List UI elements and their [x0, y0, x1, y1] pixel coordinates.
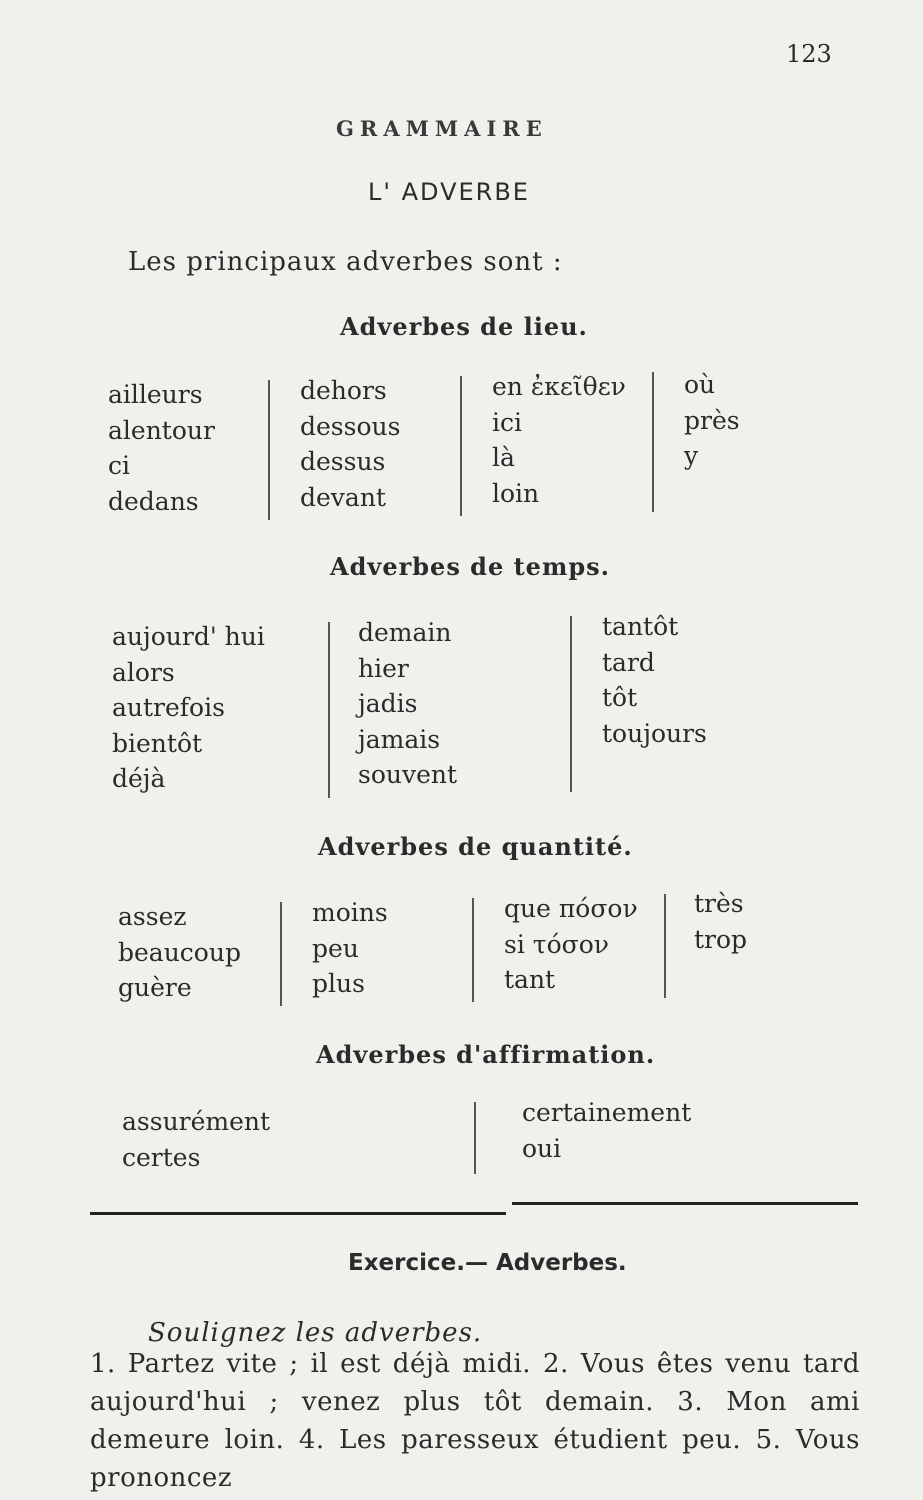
adverb-word: guère: [118, 973, 192, 1002]
adverb-word: alors: [112, 657, 175, 687]
adverb-word: aujourd' hui: [112, 622, 265, 651]
adverb-word: moins: [312, 898, 388, 927]
adverb-word: peu: [312, 933, 359, 963]
adverb-word: beaucoup: [118, 937, 241, 967]
lieu-column-4: [684, 367, 740, 474]
exercise-title: Exercice.— Adverbes.: [348, 1250, 627, 1276]
adverb-word: loin: [492, 478, 540, 508]
adverb-word: oui: [522, 1133, 562, 1163]
quantite-column-4: [694, 886, 747, 957]
lieu-column-2: [300, 373, 400, 515]
adverb-word: plus: [312, 969, 365, 998]
exercise-instruction: Soulignez les adverbes.: [148, 1318, 483, 1348]
column-divider: [652, 372, 654, 512]
adverb-word: ci: [108, 451, 130, 480]
adverb-word: demain: [358, 618, 452, 647]
column-divider: [664, 894, 666, 998]
intro-text: Les principaux adverbes sont :: [128, 247, 563, 277]
adverb-word: dessous: [300, 411, 401, 441]
temps-column-2: [358, 615, 457, 793]
adverb-word: là: [492, 443, 515, 472]
adverb-word: dedans: [108, 486, 199, 516]
adverb-word: y: [684, 441, 699, 470]
separator-rule-left: [90, 1212, 506, 1215]
adverb-word: tant: [504, 965, 556, 994]
separator-rule-right: [512, 1202, 858, 1205]
temps-column-1: [112, 619, 265, 797]
affirmation-column-2: [522, 1095, 691, 1166]
section-title: GRAMMAIRE: [336, 116, 548, 141]
adverb-word: autrefois: [112, 693, 225, 722]
adverb-word: tantôt: [602, 612, 679, 641]
adverb-word: près: [684, 405, 740, 435]
heading-quantite: Adverbes de quantité.: [318, 832, 633, 861]
adverb-word: alentour: [108, 415, 215, 445]
column-divider: [268, 380, 270, 520]
adverb-word: assez: [118, 902, 187, 931]
adverb-word: tard: [602, 647, 655, 677]
affirmation-column-1: [122, 1104, 270, 1175]
adverb-word: certes: [122, 1142, 201, 1172]
adverb-word: bientôt: [112, 728, 203, 758]
lieu-column-3: [492, 369, 626, 511]
adverb-word: hier: [358, 653, 409, 683]
adverb-word: si τόσον: [504, 929, 609, 959]
quantite-column-3: [504, 891, 638, 998]
column-divider: [280, 902, 282, 1006]
adverb-word: très: [694, 889, 744, 918]
adverb-word: certainement: [522, 1098, 692, 1127]
adverb-word: tôt: [602, 683, 638, 712]
column-divider: [474, 1102, 476, 1174]
column-divider: [460, 376, 462, 516]
adverb-word: toujours: [602, 718, 707, 748]
heading-lieu: Adverbes de lieu.: [340, 312, 588, 341]
heading-affirmation: Adverbes d'affirmation.: [316, 1040, 656, 1069]
adverb-word: que πόσον: [504, 894, 638, 923]
adverb-word: déjà: [112, 764, 166, 793]
column-divider: [328, 622, 330, 798]
adverb-word: souvent: [358, 760, 458, 789]
column-divider: [570, 616, 572, 792]
chapter-title: L' ADVERBE: [368, 178, 530, 206]
adverb-word: jamais: [358, 724, 441, 754]
heading-temps: Adverbes de temps.: [330, 552, 610, 581]
adverb-word: jadis: [358, 689, 418, 718]
exercise-text: 1. Partez vite ; il est déjà midi. 2. Vous êtes venu tard aujourd'hui ; venez plus tôt demain. 3. Mon ami demeure loin. 4. Les paresseux étudient peu. 5. Vous prononcez: [90, 1349, 860, 1493]
adverb-word: dehors: [300, 376, 387, 405]
lieu-column-1: [108, 377, 215, 519]
adverb-word: où: [684, 370, 716, 399]
adverb-word: en ἐκεῖθεν: [492, 372, 626, 401]
temps-column-3: [602, 609, 707, 751]
adverb-word: ici: [492, 407, 522, 437]
adverb-word: ailleurs: [108, 380, 203, 409]
quantite-column-2: [312, 895, 388, 1002]
adverb-word: assurément: [122, 1107, 271, 1136]
page-number: 123: [786, 40, 832, 68]
adverb-word: trop: [694, 924, 748, 954]
quantite-column-1: [118, 899, 241, 1006]
column-divider: [472, 898, 474, 1002]
adverb-word: dessus: [300, 447, 386, 476]
adverb-word: devant: [300, 482, 386, 512]
